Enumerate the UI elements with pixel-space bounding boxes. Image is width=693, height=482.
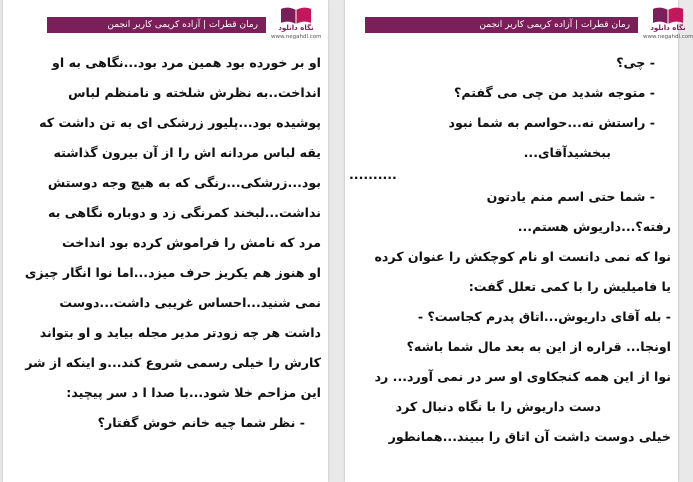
text-line: نمی شنید...احساس غریبی داشت...دوست <box>59 295 321 310</box>
right-page <box>345 0 693 482</box>
text-line: - نظر شما چیه خانم خوش گفتار؟ <box>97 415 305 430</box>
logo-name: نگاه دانلود <box>278 24 314 32</box>
text-line: خیلی دوست داشت آن اتاق را ببیند...همانطور <box>388 429 671 444</box>
page-header <box>365 17 638 33</box>
text-line: انداخت..به نظرش شلخته و نامنظم لباس <box>68 85 321 100</box>
text-line: بود...زرشکی...رنگی که به هیچ وجه دوستش <box>47 175 321 190</box>
text-line: - شما حتی اسم منم یادتون <box>486 189 655 204</box>
text-line: این مزاحم خلا شود...با صدا ا د سر پیچید: <box>66 385 321 400</box>
site-logo <box>643 6 693 46</box>
text-line: نوا که نمی دانست او نام کوچکش را عنوان کرده <box>374 249 671 264</box>
text-line: - متوجه شدید من چی می گفتم؟ <box>454 85 655 100</box>
text-line: .......... <box>349 167 397 182</box>
right-body-text <box>349 48 671 452</box>
text-line: نوا از این همه کنجکاوی او سر در نمی آورد... رد <box>374 369 671 384</box>
text-line: نداشت...لبخند کمرنگی زد و دوباره نگاهی به <box>47 205 321 220</box>
text-line: رفته؟...داریوش هستم... <box>517 219 671 234</box>
text-line: - چی؟ <box>616 55 655 70</box>
text-line: اونجا... قراره از این به بعد مال شما باشه؟ <box>406 339 671 354</box>
left-page <box>3 0 328 482</box>
logo-url: www.negahdl.com <box>271 34 322 40</box>
text-line: ببخشیدآقای... <box>523 145 611 160</box>
header-title: رمان قطرات | آزاده کریمی کاربر انجمن <box>107 20 258 30</box>
text-line: کارش را خیلی رسمی شروع کند...و اینکه از شر <box>25 355 321 370</box>
book-icon <box>279 6 313 26</box>
text-line: پوشیده بود...پلیور زرشکی ای به تن داشت که <box>39 115 321 130</box>
text-line: او هنوز هم یکریز حرف میزد...اما نوا انگار چیزی <box>24 265 321 280</box>
header-title: رمان قطرات | آزاده کریمی کاربر انجمن <box>479 20 630 30</box>
text-line: داشت هر چه زودتر مدیر مجله بیاید و او بتواند <box>39 325 321 340</box>
logo-name: نگاه دانلود <box>650 24 686 32</box>
site-logo <box>271 6 321 46</box>
text-line: - راستش نه...حواسم به شما نبود <box>448 115 655 130</box>
text-line: مرد که نامش را فراموش کرده بود انداخت <box>61 235 321 250</box>
book-icon <box>651 6 685 26</box>
text-line: او بر خورده بود همین مرد بود...نگاهی به او <box>52 55 321 70</box>
page-header <box>47 17 266 33</box>
text-line: یا فامیلیش را با کمی تعلل گفت: <box>468 279 671 294</box>
text-line: دست داریوش را با نگاه دنبال کرد <box>395 399 601 414</box>
text-line: - بله آقای داریوش...اتاق پدرم کجاست؟ - <box>417 309 671 324</box>
left-body-text <box>9 48 321 438</box>
logo-url: www.negahdl.com <box>643 34 693 40</box>
text-line: یقه لباس مردانه اش را از آن بیرون گذاشته <box>53 145 321 160</box>
